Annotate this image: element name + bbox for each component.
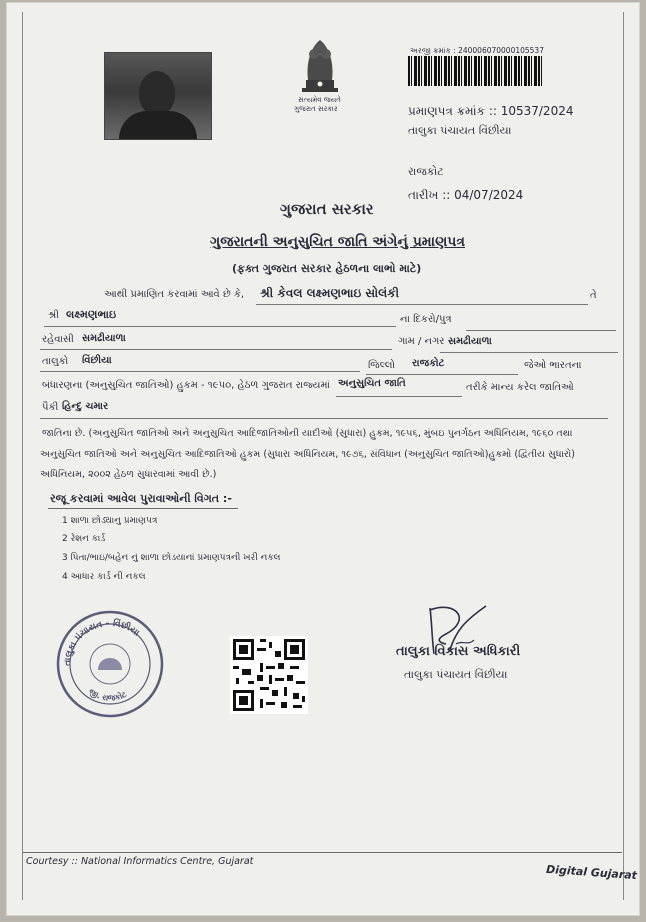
intro-text: આથી પ્રમાણિત કરવામાં આવે છે કે, — [104, 289, 245, 300]
emblem-caption: સત્યમેવ જયતે — [298, 96, 341, 104]
father-name: લક્ષ્મણભાઇ — [66, 308, 117, 321]
holder-name: શ્રી કેવલ લક્ષ્મણભાઇ સોલંકી — [260, 286, 400, 300]
emblem-caption-gov: ગુજરાત સરકાર — [294, 105, 338, 113]
taluka-label: તાલુકો — [42, 356, 69, 367]
district-label: જિલ્લો — [368, 360, 395, 371]
documents-heading: રજૂ કરવામાં આવેલ પુરાવાઓની વિગત :- — [50, 492, 232, 505]
application-number: અરજી ક્રમાંક : 240006070000105537 — [410, 46, 544, 55]
father-prefix: શ્રી — [48, 310, 60, 321]
te-label: તે — [590, 290, 597, 301]
legal-text-line3: અધિનિયમ, ૨૦૦૨ હેઠળ સુધારવામાં આવી છે.) — [40, 469, 217, 480]
certificate-number: પ્રમાણપત્ર ક્રમાંક :: 10537/2024 — [408, 104, 574, 118]
document-item: 3 પિતા/ભાઇ/બહેન નું શાળા છોડયાનાં પ્રમાણપત્રની ખરી નકલ — [62, 553, 281, 563]
signatory-office: તાલુકા પંચાયત વિંછીયા — [404, 668, 508, 681]
caste-prefix: પૈકી — [42, 402, 59, 413]
document-item: 4 આધાર કાર્ડ ની નકલ — [62, 572, 146, 582]
qr-code — [230, 636, 308, 714]
signatory-title: તાલુકા વિકાસ અધિકારી — [396, 644, 521, 659]
government-title: ગુજરાત સરકાર — [280, 200, 374, 218]
certificate-title: ગુજરાતની અનુસુચિત જાતિ અંગેનું પ્રમાણપત્ર — [210, 234, 466, 250]
taluka-value: વિંછીયા — [82, 355, 112, 366]
resident-label: રહેવાસી — [42, 334, 74, 345]
village-value: સમઢીયાળા — [448, 336, 492, 347]
digital-gujarat-brand: Digital Gujarat — [545, 862, 638, 883]
constitution-text: બંધારણના (અનુસુચિત જાતિઓ) હુકમ - ૧૯૫૦, હેઠળ ગુજરાત રાજ્યમાં — [42, 380, 330, 391]
jeo-label: જેઓ ભારતના — [524, 360, 582, 371]
resident-value: સમઢીયાળા — [82, 333, 126, 344]
national-emblem-icon — [292, 34, 348, 96]
certificate-subtitle: (ફક્ત ગુજરાત સરકાર હેઠળના લાભો માટે) — [232, 262, 422, 275]
caste-value: હિન્દુ ચમાર — [62, 401, 109, 412]
son-of-label: ના દિકરો/પુત્ર — [400, 314, 452, 325]
courtesy-text: Courtesy :: National Informatics Centre, Gujarat — [26, 856, 254, 867]
seal-bottom-text: જી. રાજકોટ — [87, 686, 128, 703]
barcode — [408, 56, 542, 86]
district-value: રાજકોટ — [412, 358, 445, 369]
document-item: 1 શાળા છોડ્યાનુ પ્રમાણપત્ર — [62, 516, 158, 526]
legal-text-line1: જાતિના છે. (અનુસુચિત જાતિઓ અને અનુસુચિત આદિજાતિઓની યાદીઓ (સુધારા) હુકમ, ૧૯૫૬, મુંબઇ પુનર્ગઠન અધિનિયમ, ૧૯૬૦ તથા — [42, 428, 573, 439]
village-label: ગામ / નગર — [398, 336, 445, 347]
issuing-office: તાલુકા પંચાયત વિંછીયા — [408, 124, 512, 137]
office-seal-icon — [54, 608, 166, 720]
issue-place: રાજકોટ — [408, 165, 444, 178]
caste-category: અનુસુચિત જાતિ — [338, 378, 406, 389]
applicant-photo — [104, 52, 212, 140]
recognized-text: તરીકે માન્ય કરેલ જાતિઓ — [466, 382, 574, 393]
document-item: 2 રેશન કાર્ડ — [62, 534, 106, 544]
issue-date: તારીખ :: 04/07/2024 — [408, 188, 524, 202]
seal-top-text: તાલુકા પંચાયત - વિંછીયા — [62, 618, 142, 667]
legal-text-line2: અનુસુચિત જાતિઓ અને અનુસુચિત આદિજાતિઓ હુકમ (સુધારા અધિનિયમ, ૧૯૭૬, સંવિધાન (અનુસુચિત જાતિઓ)હુકમો (દ્વિતીય સુધારો) — [40, 449, 576, 460]
